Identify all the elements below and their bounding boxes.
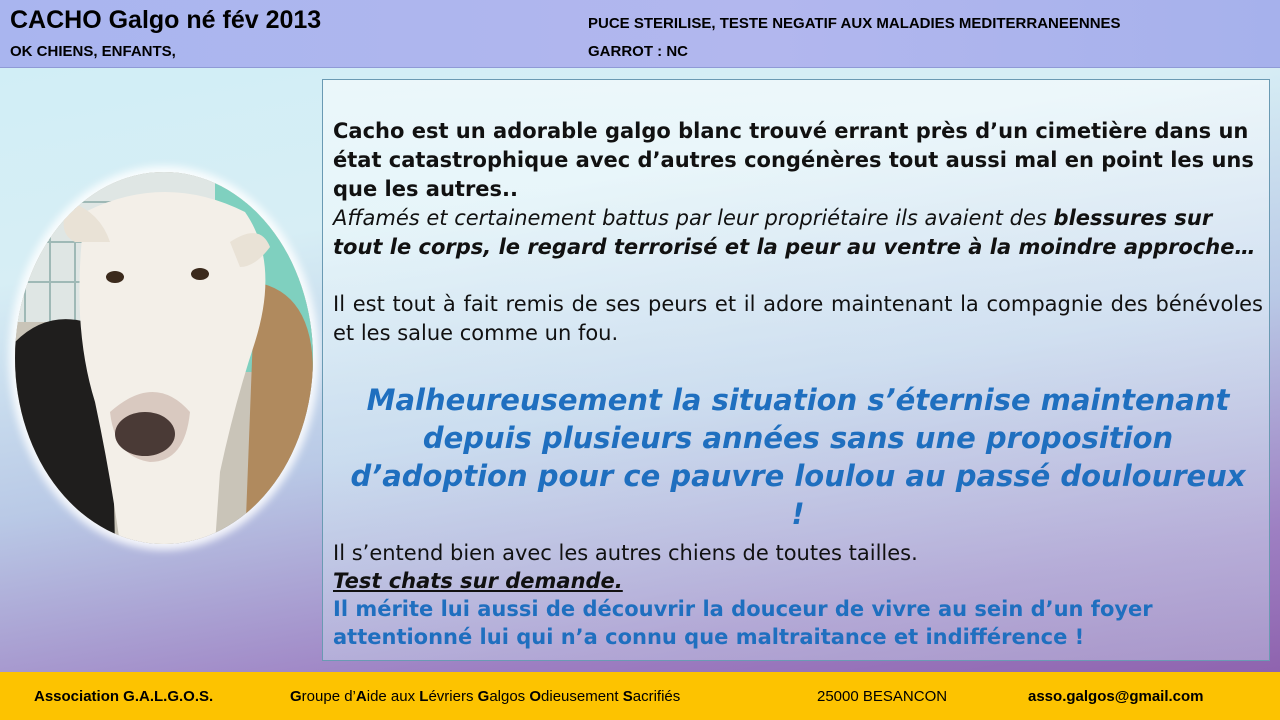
condition-paragraph	[333, 204, 1263, 262]
group-initial: O	[529, 688, 542, 705]
cats-test-note: Test chats sur demande.	[333, 569, 623, 593]
header-banner	[0, 0, 1280, 68]
compatibility-note: OK CHIENS, ENFANTS,	[10, 43, 176, 60]
dog-photo	[15, 172, 313, 544]
group-initial: L	[419, 688, 429, 705]
dogs-compatibility: Il s’entend bien avec les autres chiens de toutes tailles.	[333, 541, 918, 565]
association-name: Association G.A.L.G.O.S.	[34, 688, 214, 705]
group-word: ide aux	[366, 688, 420, 705]
condition-italic-text: Affamés et certainement battus par leur propriétaire ils avaient des	[333, 206, 1047, 230]
description-box	[322, 79, 1270, 661]
intro-paragraph: Cacho est un adorable galgo blanc trouvé errant près d’un cimetière dans un état catastrophique avec d’autres congénères tout aussi mal en point les uns que les autres..	[333, 119, 1254, 201]
group-word: acrifiés	[632, 688, 681, 705]
height-info: GARROT : NC	[588, 43, 688, 60]
group-word: algos	[489, 688, 530, 705]
group-initial: A	[355, 688, 367, 705]
condition-bold-text: blessures sur tout le corps, le regard terrorisé et la peur au ventre à la moindre approche…	[333, 206, 1256, 259]
group-initial: G	[290, 688, 302, 705]
dog-title: CACHO Galgo né fév 2013	[10, 6, 322, 34]
group-word: roupe d’	[301, 688, 356, 705]
group-word: dieusement	[541, 688, 623, 705]
association-fullname	[290, 688, 680, 705]
highlight-paragraph: Malheureusement la situation s’éternise maintenant depuis plusieurs années sans une proposition d’adoption pour ce pauvre loulou au passé douloureux !	[350, 383, 1246, 531]
group-initial: S	[622, 688, 633, 705]
contact-email[interactable]: asso.galgos@gmail.com	[1028, 688, 1204, 705]
health-info: PUCE STERILISE, TESTE NEGATIF AUX MALADIES MEDITERRANEENNES	[588, 15, 1121, 32]
city-address: 25000 BESANCON	[817, 688, 948, 705]
group-word: évriers	[428, 688, 478, 705]
group-initial: G	[477, 688, 490, 705]
recovery-paragraph: Il est tout à fait remis de ses peurs et il adore maintenant la compagnie des bénévoles et les salue comme un fou.	[333, 292, 1263, 345]
footer-banner	[0, 672, 1280, 720]
appeal-paragraph: Il mérite lui aussi de découvrir la douceur de vivre au sein d’un foyer attentionné lui qui n’a connu que maltraitance et indifférence !	[333, 597, 1153, 649]
